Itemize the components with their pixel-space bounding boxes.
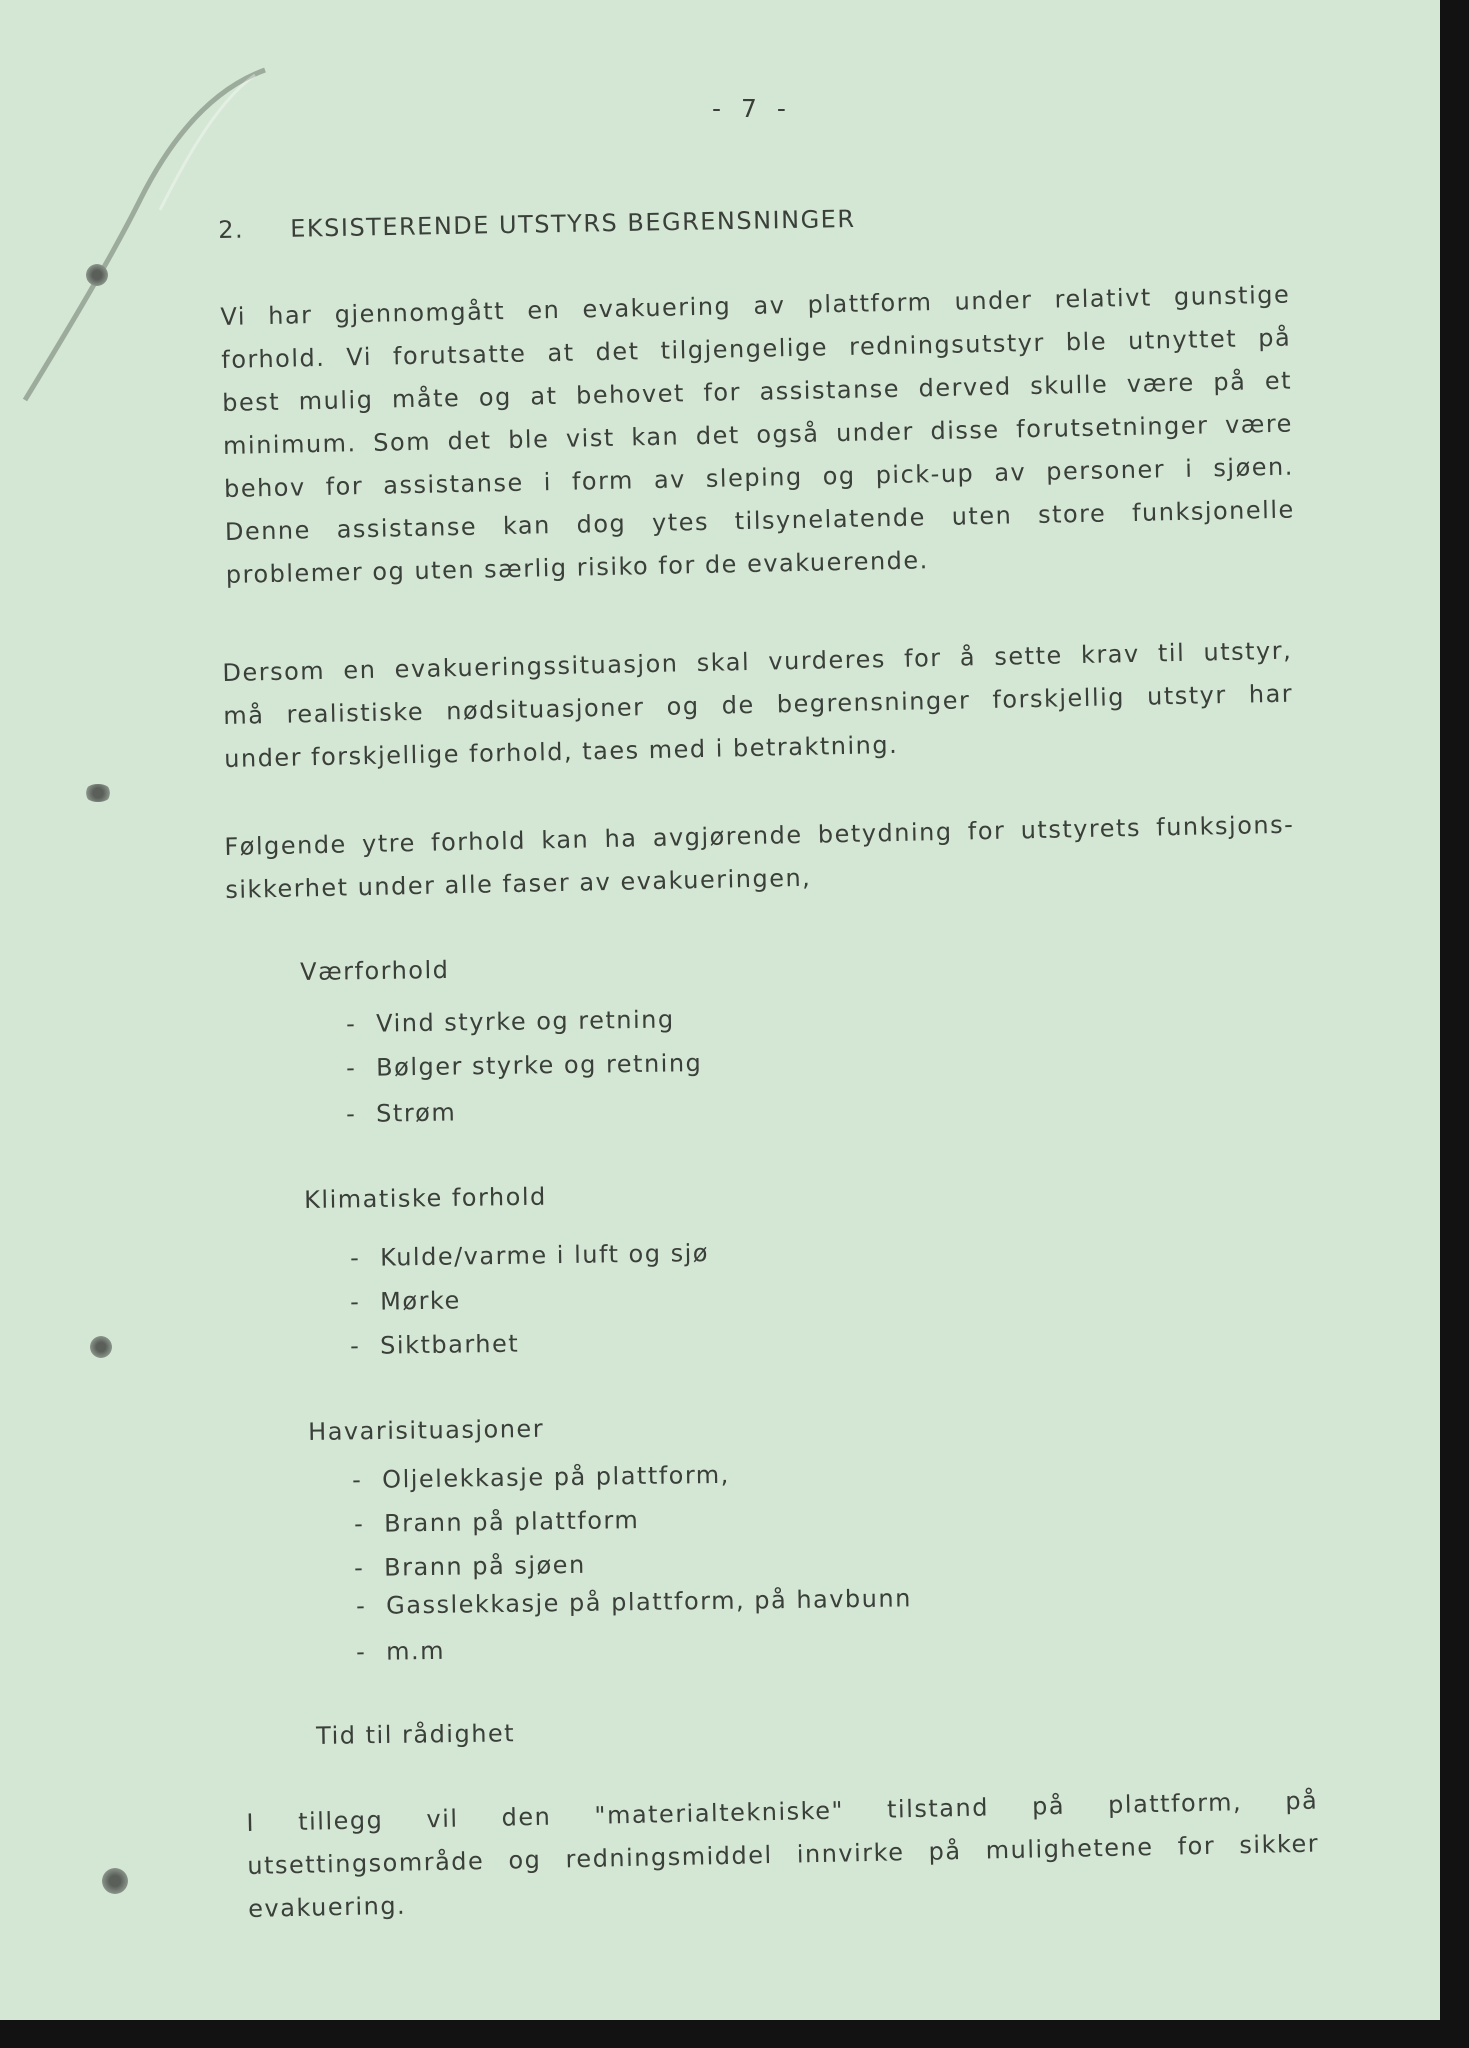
- list-item: [346, 1098, 456, 1128]
- bullet-dash: -: [356, 1637, 367, 1666]
- paragraph-line: må realistiske nødsituasjoner og de begrensninger forskjellig utstyr har: [223, 679, 1294, 730]
- punch-hole-mark: [90, 1336, 112, 1358]
- list-item-text: Kulde/varme i luft og sjø: [379, 1238, 710, 1272]
- list-item: [350, 1330, 519, 1360]
- paragraph-material-condition: [246, 1780, 1320, 1931]
- list-item-text: Brann på plattform: [383, 1506, 640, 1538]
- paragraph-line: under forskjellige forhold, taes med i betraktning.: [223, 730, 899, 773]
- bullet-dash: -: [354, 1509, 365, 1538]
- section-heading: [218, 205, 856, 244]
- paragraph-line: problemer og uten særlig risiko for de evakuerende.: [225, 546, 930, 589]
- list-item: [354, 1506, 639, 1538]
- group-title-weather: Værforhold: [300, 955, 450, 986]
- bullet-dash: -: [356, 1591, 367, 1620]
- bullet-dash: -: [346, 1009, 357, 1038]
- list-item: [350, 1286, 461, 1316]
- paragraph-line: I tillegg vil den "materialtekniske" tilstand på plattform, på: [246, 1786, 1319, 1837]
- bullet-dash: -: [352, 1465, 363, 1494]
- bullet-dash: -: [350, 1287, 361, 1316]
- scan-border-bottom: [0, 2020, 1469, 2048]
- page-number: - 7 -: [712, 94, 792, 123]
- paragraph-conditions: [224, 804, 1296, 912]
- paragraph-line: sikkerhet under alle faser av evakueringen,: [225, 863, 812, 904]
- paragraph-line: Denne assistanse kan dog ytes tilsynelatende uten store funksjonelle: [224, 495, 1296, 546]
- paragraph-line: Vi har gjennomgått en evakuering av plattform under relativt gunstige: [220, 280, 1291, 331]
- list-item-text: Oljelekkasje på plattform,: [381, 1460, 731, 1494]
- paragraph-line: utsettingsområde og redningsmiddel innvirke på mulighetene for sikker: [247, 1829, 1320, 1880]
- list-item-text: Mørke: [379, 1286, 461, 1316]
- punch-hole-mark: [86, 264, 108, 286]
- list-item: [346, 1049, 702, 1082]
- paragraph-requirements: [222, 630, 1294, 781]
- bullet-dash: -: [346, 1053, 357, 1082]
- list-item-text: Strøm: [375, 1098, 457, 1128]
- list-item: [356, 1584, 912, 1620]
- list-item-text: Gasslekkasje på plattform, på havbunn: [385, 1584, 913, 1620]
- punch-hole-mark: [102, 1868, 128, 1894]
- section-number: 2.: [218, 215, 245, 244]
- section-title: EKSISTERENDE UTSTYRS BEGRENSNINGER: [289, 204, 856, 243]
- group-title-accidents: Havarisituasjoner: [308, 1414, 545, 1446]
- paragraph-line: Følgende ytre forhold kan ha avgjørende betydning for utstyrets funksjons-: [224, 810, 1295, 861]
- group-title-available-time: Tid til rådighet: [316, 1719, 516, 1750]
- paragraph-intro: [220, 274, 1296, 597]
- list-item-text: Brann på sjøen: [383, 1550, 586, 1582]
- paragraph-line: behov for assistanse i form av sleping og pick-up av personer i sjøen.: [223, 452, 1295, 503]
- paragraph-line: best mulig måte og at behovet for assistanse derved skulle være på et: [221, 366, 1293, 417]
- paragraph-line: Dersom en evakueringssituasjon skal vurderes for å sette krav til utstyr,: [222, 636, 1293, 687]
- list-item: [356, 1637, 445, 1666]
- bullet-dash: -: [350, 1331, 361, 1360]
- paragraph-line: forhold. Vi forutsatte at det tilgjengelige redningsutstyr ble utnyttet på: [221, 323, 1292, 374]
- paragraph-line: minimum. Som det ble vist kan det også under disse forutsetninger være: [222, 409, 1294, 460]
- paragraph-line: evakuering.: [247, 1891, 407, 1923]
- group-title-climate: Klimatiske forhold: [304, 1182, 547, 1214]
- bullet-dash: -: [350, 1243, 361, 1272]
- bullet-dash: -: [354, 1553, 365, 1582]
- punch-hole-mark: [84, 784, 112, 802]
- list-item: [354, 1551, 586, 1582]
- bullet-dash: -: [346, 1099, 357, 1128]
- list-item: [350, 1239, 709, 1272]
- list-item: [352, 1461, 730, 1494]
- list-item-text: Bølger styrke og retning: [375, 1049, 703, 1082]
- list-item-text: Siktbarhet: [379, 1329, 520, 1360]
- scan-border-right: [1440, 0, 1469, 2048]
- list-item: [346, 1005, 675, 1038]
- list-item-text: m.m: [385, 1636, 446, 1666]
- list-item-text: Vind styrke og retning: [375, 1005, 675, 1038]
